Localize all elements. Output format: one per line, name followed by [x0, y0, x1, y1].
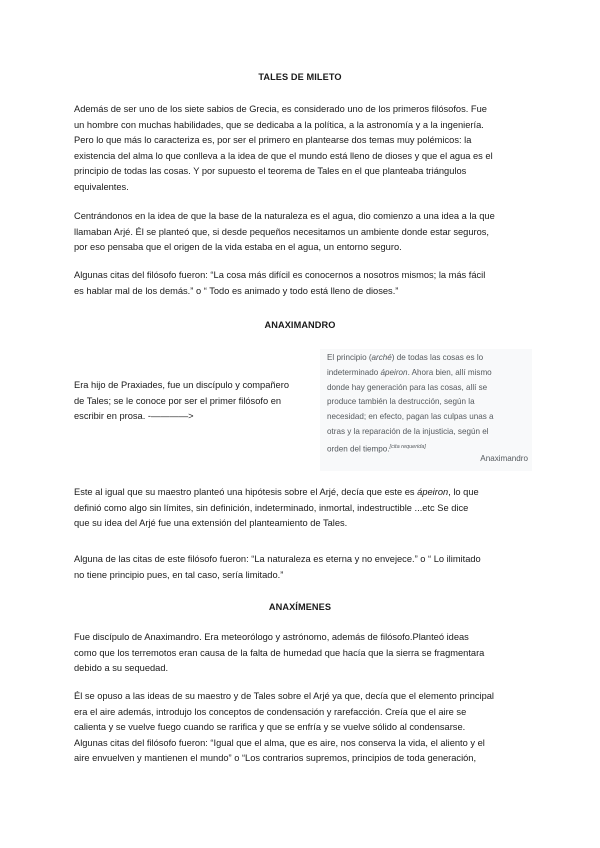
text-line: escribir en prosa. -————>	[74, 411, 194, 421]
text-line: que su idea del Arjé fue una extensión del planteamiento de Tales.	[74, 518, 348, 528]
text-line: Alguna de las citas de este filósofo fueron: “La naturaleza es eterna y no envejece.” o “ Lo ilimitado	[74, 554, 481, 564]
text-line: Fue discípulo de Anaximandro. Era meteorólogo y astrónomo, además de filósofo.Planteó ideas	[74, 632, 469, 642]
quote-text: orden del tiempo.	[327, 444, 390, 454]
heading-anaximandro: ANAXIMANDRO	[264, 320, 336, 330]
quote-line	[327, 366, 532, 381]
quote-line: necesidad; en efecto, pagan las culpas unas a	[327, 412, 494, 422]
text-line: principio de todas las cosas. Y por supuesto el teorema de Tales en el que planteaba triángulos	[74, 166, 467, 176]
text-line: no tiene principio pues, en tal caso, sería limitado.”	[74, 569, 284, 580]
tales-paragraph-2	[74, 209, 534, 256]
text-line: Además de ser uno de los siete sabios de Grecia, es considerado uno de los primeros filósofos. Fue	[74, 104, 487, 114]
quote-line	[327, 351, 532, 366]
quote-text: El principio (	[327, 353, 372, 362]
text-span: Este al igual que su maestro planteó una hipótesis sobre el Arjé, decía que este es	[74, 487, 418, 497]
quote-emphasis: ápeiron	[380, 367, 408, 377]
anaximandro-intro	[74, 378, 314, 425]
tales-paragraph-3	[74, 268, 534, 299]
text-line: Algunas citas del filósofo fueron: “La cosa más difícil es conocernos a nosotros mismos; la más fácil	[74, 270, 486, 280]
tales-paragraph-1	[74, 102, 534, 195]
text-line: era el aire además, introdujo los conceptos de condensación y rarefacción. Creía que el aire se	[74, 706, 467, 717]
text-line	[74, 485, 534, 501]
text-line: debido a su sequedad.	[74, 663, 169, 673]
anaximandro-paragraph-2	[74, 485, 534, 532]
text-line: definió como algo sin límites, sin definición, indeterminado, inmortal, indestructible ...etc Se dice	[74, 502, 469, 513]
quote-box	[320, 349, 532, 471]
quote-emphasis: arché	[371, 353, 392, 362]
quote-author: Anaximandro	[480, 454, 528, 463]
anaximandro-paragraph-3	[74, 552, 534, 583]
anaximenes-paragraph-1	[74, 630, 534, 677]
text-line: llamaban Arjé. Él se planteó que, si desde pequeños necesitamos un ambiente donde estar seguros,	[74, 226, 490, 237]
citation-needed-link[interactable]: [cita requerida]	[389, 443, 426, 450]
text-line: Era hijo de Praxiades, fue un discípulo y compañero	[74, 380, 289, 390]
text-line: Pero lo que más lo caracteriza es, por ser el primero en plantearse dos temas muy polémicos: la	[74, 135, 472, 145]
text-span: , lo que	[448, 487, 479, 497]
quote-text: ) de todas las cosas es lo	[391, 353, 484, 362]
text-line: por eso pensaba que el origen de la vida estaba en el agua, un entorno seguro.	[74, 242, 402, 252]
text-line: calienta y se vuelve fuego cuando se rarifica y que se enfría y se vuelve sólido al condensarse.	[74, 722, 466, 732]
anaximenes-paragraph-2	[74, 689, 534, 767]
text-line: equivalentes.	[74, 181, 129, 192]
quote-text: indeterminado	[327, 367, 381, 377]
text-line: un hombre con muchas habilidades, que se dedicaba a la política, a la astronomía y a la ingeniería.	[74, 119, 484, 130]
quote-line: produce también la destrucción, según la	[327, 397, 475, 407]
text-line: aire envuelven y mantienen el mundo” o “Los contrarios supremos, principios de toda generación,	[74, 753, 477, 763]
text-line: es hablar mal de los demás.” o “ Todo es animado y todo está lleno de dioses.”	[74, 285, 399, 296]
quote-line: donde hay generación para las cosas, allí se	[327, 382, 488, 392]
text-emphasis: ápeiron	[417, 487, 449, 497]
text-line: Algunas citas del filósofo fueron: “Igual que el alma, que es aire, nos conserva la vida, el aliento y el	[74, 737, 485, 748]
heading-tales: TALES DE MILETO	[258, 72, 342, 82]
text-line: Centrándonos en la idea de que la base de la naturaleza es el agua, dio comienzo a una idea a la que	[74, 211, 495, 221]
text-line: de Tales; se le conoce por ser el primer filósofo en	[74, 395, 282, 406]
quote-line: otras y la reparación de la injusticia, según el	[327, 426, 489, 436]
heading-anaximenes: ANAXÍMENES	[268, 602, 332, 612]
text-line: existencia del alma lo que conlleva a la idea de que el mundo está lleno de dioses y que el agua es el	[74, 150, 493, 161]
text-line: Él se opuso a las ideas de su maestro y de Tales sobre el Arjé ya que, decía que el elemento principal	[74, 691, 494, 701]
quote-text: . Ahora bien, allí mismo	[407, 367, 492, 377]
text-line: como que los terremotos eran causa de la falta de humedad que hacía que la sierra se fragmentara	[74, 647, 485, 658]
